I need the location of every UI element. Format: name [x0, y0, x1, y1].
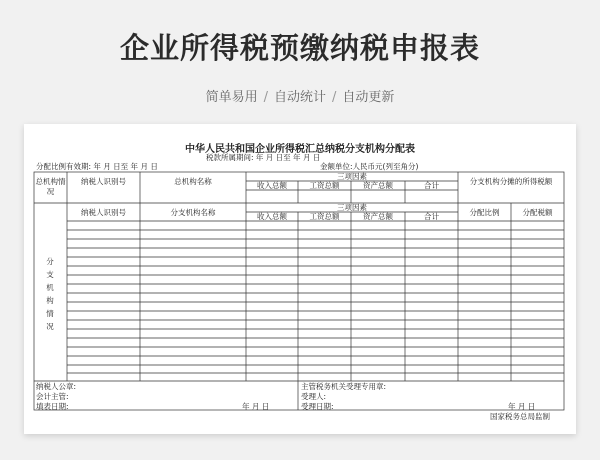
hq-col-three-factors: 三项因素 [337, 172, 367, 181]
feature-tags [0, 86, 600, 105]
taxpayer-seal-label: 纳税人公章: [36, 382, 77, 391]
hq-col-wages: 工资总额 [309, 181, 340, 190]
branch-section-label-text: 分支机构情况 [46, 257, 54, 331]
fill-date-ymd: 年 月 日 [242, 402, 270, 411]
branch-col-income: 收入总额 [257, 212, 287, 221]
form-title: 中华人民共和国企业所得税汇总纳税分支机构分配表 [185, 144, 415, 155]
hq-col-total: 合计 [424, 181, 439, 190]
receiver-label: 受理人: [301, 392, 327, 401]
branch-row-lines [67, 230, 564, 373]
tag-separator: / [332, 90, 337, 105]
branch-col-tax: 分配税额 [522, 208, 553, 217]
currency-unit: 金额单位:人民币元(列至角分) [320, 162, 419, 171]
branch-col-total: 合计 [424, 212, 439, 221]
tag-separator: / [263, 90, 268, 105]
authority-seal-label: 主管税务机关受理专用章: [301, 382, 387, 391]
branch-col-taxpayer-id: 纳税人识别号 [81, 208, 126, 217]
hq-col-taxpayer-id: 纳税人识别号 [81, 177, 126, 186]
fill-date-label: 填表日期: [36, 402, 69, 411]
receive-date-ymd: 年 月 日 [508, 402, 536, 411]
hq-section-label: 总机构情况 [35, 177, 66, 196]
branch-col-ratio: 分配比例 [469, 208, 500, 217]
tax-period: 税款所属期间: 年 月 日至 年 月 日 [206, 153, 321, 162]
branch-col-name: 分支机构名称 [170, 208, 216, 217]
branch-col-three-factors: 三项因素 [337, 203, 367, 212]
ratio-valid-period: 分配比例有效期: 年 月 日至 年 月 日 [36, 162, 158, 171]
receive-date-label: 受理日期: [301, 402, 334, 411]
page-title: 企业所得税预缴纳税申报表 [119, 31, 480, 65]
hq-col-income: 收入总额 [257, 181, 287, 190]
tag-auto-update: 自动更新 [342, 90, 395, 105]
accountant-label: 会计主管: [36, 392, 69, 401]
hq-col-assets: 资产总额 [363, 181, 393, 190]
branch-col-assets: 资产总额 [363, 212, 393, 221]
branch-section-label [46, 255, 56, 333]
supervisor-label: 国家税务总局监制 [490, 412, 550, 421]
form-sheet [24, 124, 576, 434]
form-grid [24, 124, 576, 434]
grid-lines [24, 124, 576, 434]
hq-col-name: 总机构名称 [174, 177, 212, 186]
tag-easy: 简单易用 [205, 90, 258, 105]
tag-auto-stats: 自动统计 [273, 90, 326, 105]
branch-col-wages: 工资总额 [309, 212, 340, 221]
hq-col-tax-payable: 分支机构分摊的所得税额 [469, 177, 553, 186]
